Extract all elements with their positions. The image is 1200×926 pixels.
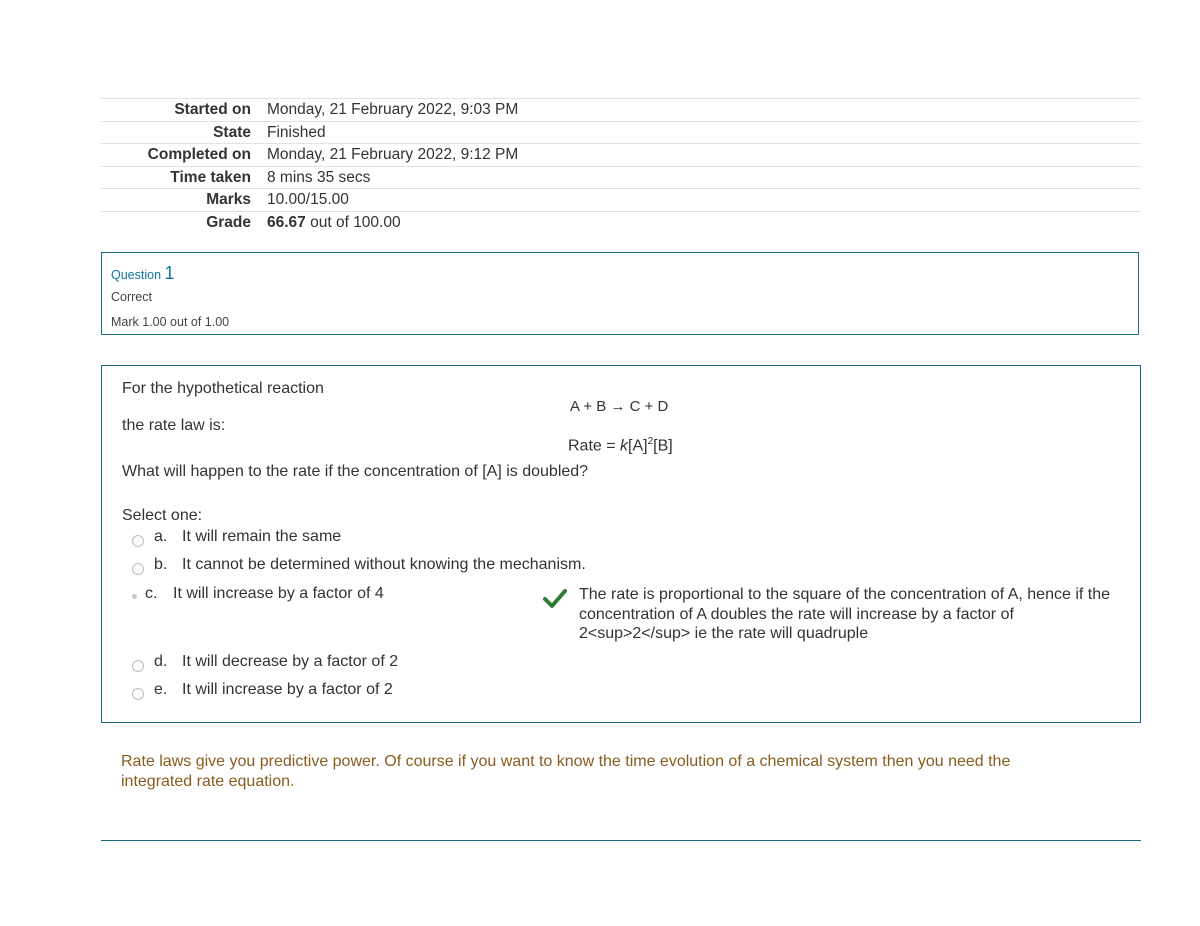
summary-row-marks — [101, 189, 1141, 212]
summary-value: 8 mins 35 secs — [267, 168, 371, 186]
summary-label: Time taken — [170, 168, 251, 186]
summary-label: Completed on — [147, 146, 251, 164]
option-d-text: It will decrease by a factor of 2 — [182, 653, 399, 670]
summary-value: Monday, 21 February 2022, 9:03 PM — [267, 101, 519, 119]
option-e-radio[interactable] — [132, 688, 144, 700]
summary-row-state — [101, 121, 1141, 144]
option-d-radio[interactable] — [132, 660, 144, 672]
option-b-radio[interactable] — [132, 563, 144, 575]
summary-row-time-taken — [101, 166, 1141, 189]
question-number-value: 1 — [164, 263, 175, 283]
rate-law-intro: the rate law is: — [122, 417, 226, 434]
attempt-summary-table — [101, 98, 1141, 233]
question-text: What will happen to the rate if the concentration of [A] is doubled? — [122, 463, 589, 480]
option-e-letter: e. — [154, 681, 168, 698]
option-a-radio[interactable] — [132, 535, 144, 547]
question-number — [111, 263, 175, 284]
option-a-letter: a. — [154, 528, 168, 545]
rate-concentration-a: [A] — [628, 437, 648, 455]
rate-constant: k — [620, 437, 629, 455]
summary-label: State — [213, 123, 251, 141]
rate-exponent: 2 — [647, 436, 654, 447]
summary-row-started — [101, 99, 1141, 122]
summary-value: Monday, 21 February 2022, 9:12 PM — [267, 146, 519, 164]
summary-value — [267, 211, 1141, 233]
correct-check-icon — [543, 588, 567, 610]
question-grade: Mark 1.00 out of 1.00 — [111, 315, 230, 329]
question-prefix: Question — [111, 268, 162, 282]
reaction-equation: A + B → C + D — [570, 398, 669, 415]
option-c-selected-indicator[interactable] — [132, 594, 137, 599]
option-c-text: It will increase by a factor of 4 — [173, 585, 384, 602]
option-c-feedback: The rate is proportional to the square of the concentration of A, hence if the concentration of A doubles the rate will increase by a factor of 2<sup>2</sup> ie the rate will quadruple — [579, 586, 1110, 642]
option-b-text: It cannot be determined without knowing the mechanism. — [182, 556, 586, 573]
summary-label: Started on — [174, 101, 251, 119]
rate-concentration-b: [B] — [653, 437, 673, 455]
question-intro: For the hypothetical reaction — [122, 380, 324, 397]
summary-label: Grade — [206, 213, 251, 231]
summary-value: 10.00/15.00 — [267, 191, 349, 209]
option-d-letter: d. — [154, 653, 168, 670]
general-feedback: Rate laws give you predictive power. Of course if you want to know the time evolution of a chemical system then you need the integrated rate equation. — [121, 753, 1011, 790]
summary-row-grade — [101, 211, 1141, 233]
summary-label: Marks — [206, 191, 251, 209]
rate-law-equation — [568, 436, 673, 455]
bottom-divider — [101, 840, 1141, 841]
question-info-box — [101, 252, 1139, 335]
option-b-letter: b. — [154, 556, 168, 573]
option-c-letter: c. — [145, 585, 158, 602]
grade-out-of: out of 100.00 — [305, 213, 401, 231]
question-formulation — [101, 365, 1141, 723]
select-one-prompt: Select one: — [122, 507, 203, 524]
summary-value: Finished — [267, 123, 326, 141]
option-a-text: It will remain the same — [182, 528, 342, 545]
grade-score: 66.67 — [267, 213, 306, 231]
question-state: Correct — [111, 290, 152, 304]
option-e-text: It will increase by a factor of 2 — [182, 681, 393, 698]
summary-row-completed — [101, 144, 1141, 167]
rate-prefix: Rate = — [568, 437, 621, 455]
